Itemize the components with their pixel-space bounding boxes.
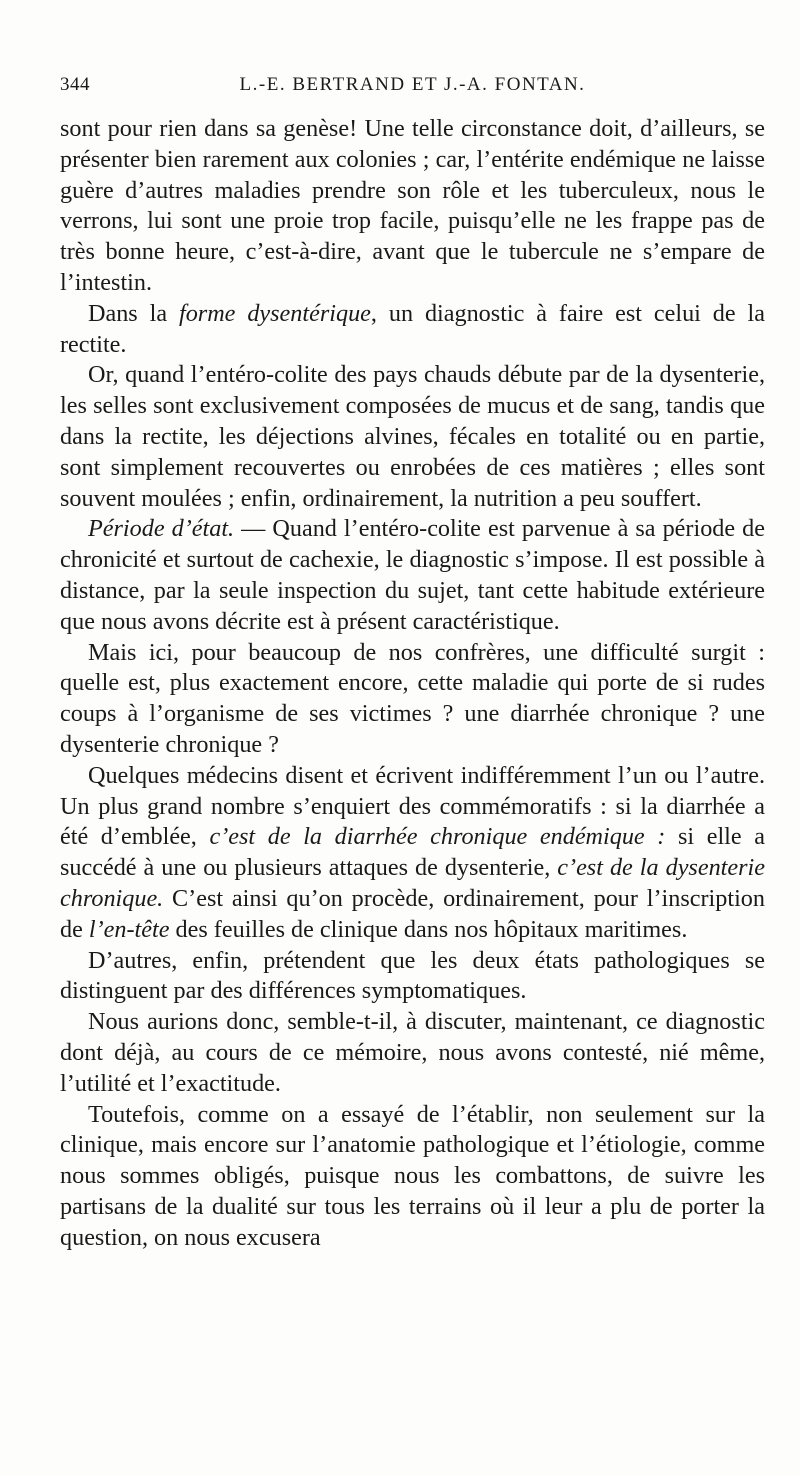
- text-segment: C’est ainsi qu’on procède, ordinairement, pour l’inscription de: [60, 884, 765, 943]
- paragraph: [60, 360, 765, 514]
- text-segment: si elle a succédé à une ou plusieurs attaques de dysenterie,: [60, 823, 765, 882]
- paragraph: [60, 761, 765, 946]
- paragraph: [60, 114, 765, 299]
- italic-text-segment: forme dysentérique: [178, 299, 371, 327]
- text-segment: — Quand l’entéro-colite est parvenue à sa période de chronicité et surtout de cachexie, le diagnostic s’impose. Il est possible à distance, par la seule inspection du sujet, tant cette habitude extérieure que nous avons décrite est à présent caractéristique.: [60, 515, 766, 635]
- paragraph: [60, 1100, 765, 1254]
- text-segment: des feuilles de clinique dans nos hôpitaux maritimes.: [169, 915, 688, 943]
- text-segment: Toutefois, comme on a essayé de l’établir, non seulement sur la clinique, mais encore sur l’anatomie pathologique et l’étiologie, comme nous sommes obligés, puisque nous les combattons, de suivre les partisans de la dualité sur tous les terrains où il leur a plu de porter la question, on nous excusera: [60, 1100, 765, 1251]
- italic-text-segment: l’en-tête: [88, 915, 170, 943]
- page-number: 344: [60, 74, 90, 95]
- text-segment: , un diagnostic à faire est celui de la rectite.: [60, 299, 765, 358]
- paragraph: [60, 946, 765, 1008]
- text-segment: D’autres, enfin, prétendent que les deux états pathologiques se distinguent par des différences symptomatiques.: [60, 946, 765, 1005]
- text-segment: Dans la: [88, 299, 179, 327]
- text-segment: sont pour rien dans sa genèse! Une telle circonstance doit, d’ailleurs, se présenter bien rarement aux colonies ; car, l’entérite endémique ne laisse guère d’autres maladies prendre son rôle et les tuberculeux, nous le verrons, lui sont une proie trop facile, puisqu’elle ne les frappe pas de très bonne heure, c’est-à-dire, avant que le tubercule ne s’empare de l’intestin.: [60, 115, 765, 296]
- page-header: [60, 74, 765, 104]
- running-head: L.-E. BERTRAND ET J.-A. FONTAN.: [239, 74, 586, 95]
- italic-text-segment: c’est de la diarrhée chronique endémique :: [209, 823, 666, 851]
- paragraph: [60, 514, 765, 637]
- paragraph: [60, 1007, 765, 1099]
- italic-text-segment: Période d’état.: [88, 515, 235, 543]
- text-segment: Or, quand l’entéro-colite des pays chauds débute par de la dysenterie, les selles sont exclusivement composées de mucus et de sang, tandis que dans la rectite, les déjections alvines, fécales en totalité ou en partie, sont simplement recouvertes ou enrobées de ces matières ; elles sont souvent moulées ; enfin, ordinairement, la nutrition a peu souffert.: [60, 361, 765, 512]
- body-text: [60, 114, 765, 1253]
- paragraph: [60, 638, 765, 761]
- text-segment: Nous aurions donc, semble-t-il, à discuter, maintenant, ce diagnostic dont déjà, au cours de ce mémoire, nous avons contesté, nié même, l’utilité et l’exactitude.: [60, 1008, 765, 1097]
- text-segment: Quelques médecins disent et écrivent indifféremment l’un ou l’autre. Un plus grand nombre s’enquiert des commémoratifs : si la diarrhée a été d’emblée,: [60, 761, 765, 851]
- paragraph: [60, 299, 765, 361]
- italic-text-segment: c’est de la dysenterie chronique.: [60, 854, 765, 912]
- text-segment: Mais ici, pour beaucoup de nos confrères, une difficulté surgit : quelle est, plus exactement encore, cette maladie qui porte de si rudes coups à l’organisme de ses victimes ? une diarrhée chronique ? une dysenterie chronique ?: [60, 638, 765, 758]
